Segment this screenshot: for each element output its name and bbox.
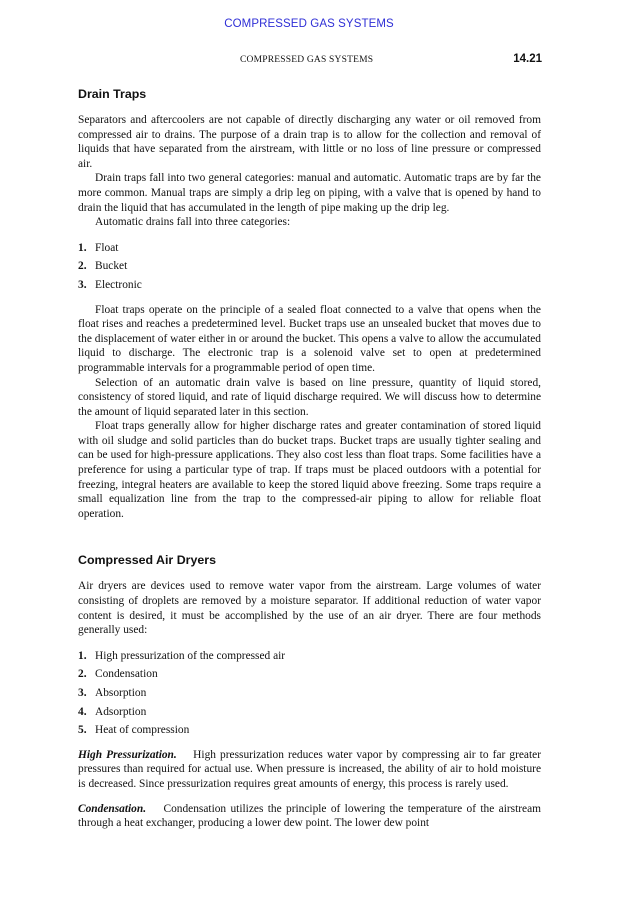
list-text: Adsorption bbox=[95, 705, 147, 718]
list-text: Electronic bbox=[95, 278, 142, 291]
list-text: High pressurization of the compressed air bbox=[95, 649, 286, 662]
list-text: Float bbox=[95, 241, 119, 254]
running-head: COMPRESSED GAS SYSTEMS bbox=[240, 55, 374, 65]
list-number: 2. bbox=[78, 260, 87, 273]
list-text: Bucket bbox=[95, 260, 128, 273]
list-item bbox=[78, 239, 541, 258]
list-text: Heat of compression bbox=[95, 724, 190, 737]
list-item bbox=[78, 276, 541, 295]
page-content bbox=[78, 86, 541, 831]
paragraph-text: High pressurization reduces water vapor by compressing air to far greater pressures than required for actual use. When pressure is increased, the ability of air to hold moisture is decreased. Since pressurization requires great amounts of energy, this process is rarely used. bbox=[78, 748, 542, 790]
paragraph: Separators and aftercoolers are not capable of directly discharging any water or oil removed from compressed air to drains. The purpose of a drain trap is to allow for the collection and removal of liquids that have separated from the airstream, with little or no loss of line pressure or compressed air. bbox=[78, 114, 541, 170]
list-number: 5. bbox=[78, 724, 87, 737]
drain-types-list bbox=[78, 239, 541, 295]
dryer-methods-list bbox=[78, 647, 541, 740]
list-number: 1. bbox=[78, 241, 87, 254]
page-number: 14.21 bbox=[513, 53, 542, 65]
paragraph: Float traps generally allow for higher discharge rates and greater contamination of stored liquid with oil sludge and solid particles than do bucket traps. Bucket traps are usually tighter sealing and can be used for high-pressure applications. They also cost less than float traps. Some facilities have a preference for using a particular type of trap. If traps must be placed outdoors with a potential for freezing, integral heaters are available to keep the stored liquid above freezing. Some traps require a small equalization line from the trap to the compressed-air piping to allow for reliable float operation. bbox=[78, 420, 541, 520]
paragraph: Automatic drains fall into three categories: bbox=[95, 216, 291, 229]
paragraph: Drain traps fall into two general categories: manual and automatic. Automatic traps are by far the more common. Manual traps are simply a drip leg on piping, with a valve that is opened by hand to drain the liquid that has accumulated in the length of pipe making up the drip leg. bbox=[78, 172, 541, 214]
list-item bbox=[78, 703, 541, 722]
runin-heading: High Pressurization. bbox=[78, 748, 177, 761]
paragraph: Air dryers are devices used to remove water vapor from the airstream. Large volumes of water consisting of droplets are removed by a moisture separator. If additional reduction of water vapor content is desired, it must be accomplished by the use of an air dryer. There are four methods generally used: bbox=[78, 580, 541, 637]
list-number: 3. bbox=[78, 687, 87, 699]
list-number: 1. bbox=[78, 649, 87, 662]
section-spacer bbox=[78, 521, 541, 552]
list-number: 3. bbox=[78, 278, 87, 291]
list-item bbox=[78, 684, 541, 703]
paragraph-condensation bbox=[78, 802, 541, 831]
list-item bbox=[78, 665, 541, 684]
list-item bbox=[78, 647, 541, 666]
paragraph-high-pressurization bbox=[78, 748, 541, 792]
paragraph: Float traps operate on the principle of a sealed float connected to a valve that opens when the float rises and reaches a predetermined level. Bucket traps use an unsealed bucket that moves due to the displacement of water either in or around the bucket. This opens a valve to allow the accumulated liquid to discharge. The electronic trap is a solenoid valve set to open at predetermined programmable intervals for a programmable period of open time. bbox=[78, 303, 541, 374]
section-heading-air-dryers: Compressed Air Dryers bbox=[78, 553, 216, 568]
list-number: 2. bbox=[78, 668, 87, 681]
paragraph-text: Condensation utilizes the principle of lowering the temperature of the airstream through a heat exchanger, producing a lower dew point. The lower dew point bbox=[78, 802, 542, 830]
list-text: Absorption bbox=[95, 687, 147, 699]
list-item bbox=[78, 721, 541, 740]
section-heading-drain-traps: Drain Traps bbox=[78, 87, 147, 101]
list-item bbox=[78, 257, 541, 276]
paragraph: Selection of an automatic drain valve is based on line pressure, quantity of liquid stored, consistency of stored liquid, and rate of liquid discharge required. We will discuss how to determine the amount of liquid separated later in this section. bbox=[78, 376, 541, 418]
list-text: Condensation bbox=[95, 668, 158, 681]
runin-heading: Condensation. bbox=[78, 802, 147, 815]
list-number: 4. bbox=[78, 705, 87, 718]
banner-title: COMPRESSED GAS SYSTEMS bbox=[224, 18, 394, 30]
